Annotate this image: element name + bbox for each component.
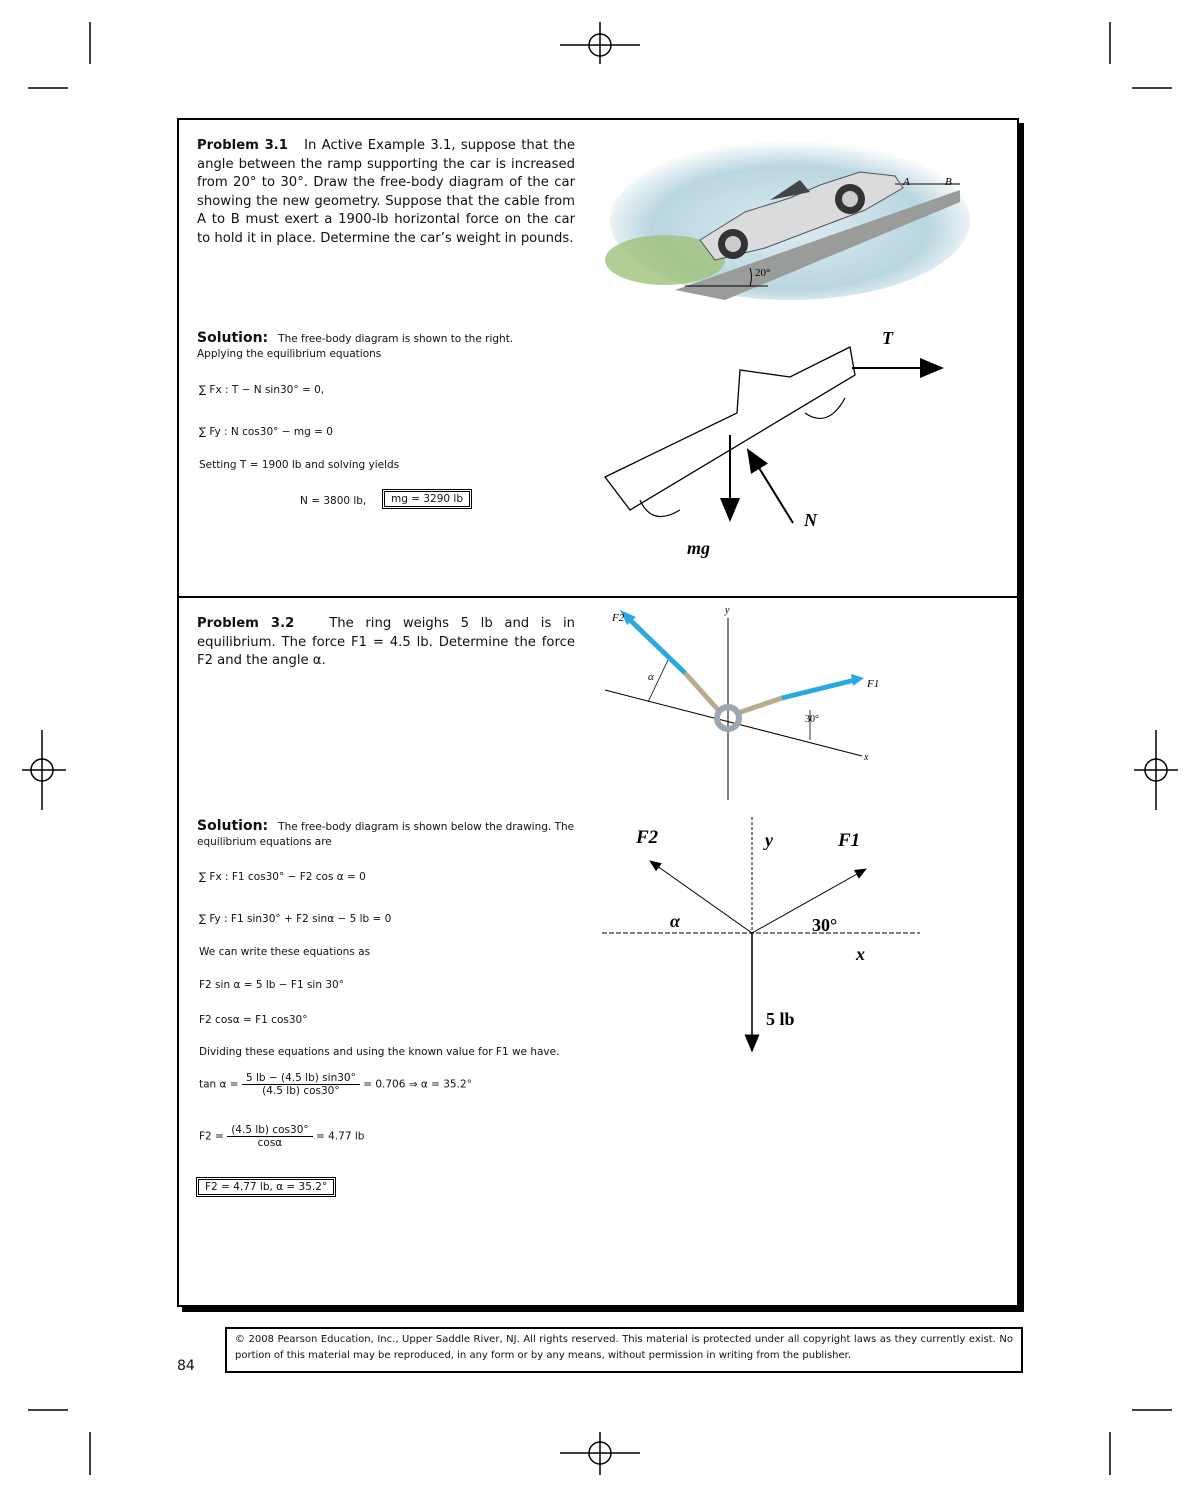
- f2-cable: [685, 673, 720, 712]
- car-on-ramp-figure: [605, 140, 985, 305]
- y-label: y: [725, 605, 730, 616]
- problem-3-1-heading: Problem 3.1: [197, 138, 288, 153]
- result-mg-box: mg = 3290 lb: [382, 489, 472, 509]
- tan-lhs: tan α =: [199, 1078, 239, 1091]
- normal-label: N: [804, 510, 817, 530]
- alpha-label: α: [648, 671, 654, 683]
- eq-3-1-fx: ∑ Fx : T − N sin30° = 0,: [199, 384, 325, 396]
- f2-fraction: [227, 1124, 312, 1149]
- tan-denominator: (4.5 lb) cos30°: [262, 1085, 340, 1097]
- f1-arrowhead: [851, 674, 864, 686]
- normal-arrow: [748, 450, 793, 523]
- ring-free-body-diagram: [600, 815, 930, 1060]
- tension-label: T: [882, 328, 893, 348]
- angle-label: 20°: [755, 267, 771, 279]
- solution-3-2-intro-2: equilibrium equations are: [197, 836, 332, 848]
- eq-3-2-sin: F2 sin α = 5 lb − F1 sin 30°: [199, 979, 344, 991]
- fbd-f1-label: F1: [838, 830, 861, 851]
- problem-3-2-heading: Problem 3.2: [197, 616, 295, 631]
- eq-3-1-fy: ∑ Fy : N cos30° − mg = 0: [199, 426, 333, 438]
- problem-3-1-text: In Active Example 3.1, suppose that the angle between the ramp supporting the car is increased from 20° to 30°. Draw the free-body diagram of the car showing the new geometry. Suppose that the cable from A to B must exert a 1900-lb horizontal force on the car to hold it in place. Determine the car’s weight in pounds.: [197, 138, 576, 246]
- copyright-notice: © 2008 Pearson Education, Inc., Upper Saddle River, NJ. All rights reserved. This material is protected under all copyright laws as they currently exist. No portion of this material may be reproduced, in any form or by any means, without permission in writing from the publisher.: [225, 1327, 1023, 1373]
- f2-rhs: = 4.77 lb: [315, 1130, 365, 1143]
- problem-3-1-statement: [197, 137, 575, 248]
- f2-equation: [199, 1124, 364, 1149]
- solution-3-2-heading: Solution:: [197, 818, 269, 834]
- rewrite-text: We can write these equations as: [199, 946, 371, 958]
- f1-arrow: [782, 680, 855, 698]
- setting-text: Setting T = 1900 lb and solving yields: [199, 459, 400, 471]
- f2-denominator: cosα: [257, 1137, 283, 1149]
- f1-label: F1: [867, 678, 880, 690]
- fbd-alpha-label: α: [670, 911, 680, 931]
- fbd-y-label: y: [765, 830, 773, 850]
- point-a-label: A: [903, 176, 910, 188]
- fbd-x-label: x: [856, 944, 865, 964]
- angle-label-30: 30°: [805, 714, 819, 725]
- tan-rhs: = 0.706 ⇒ α = 35.2°: [363, 1078, 472, 1091]
- x-axis: [605, 690, 862, 756]
- point-b-label: B: [945, 176, 952, 188]
- car-free-body-diagram: [590, 320, 970, 565]
- f2-label: F2: [612, 612, 625, 624]
- page-number: 84: [177, 1358, 195, 1374]
- problem-3-2-text: The ring weighs 5 lb and is in equilibrium. The force F1 = 4.5 lb. Determine the force F2 and the angle α.: [197, 616, 576, 668]
- fbd-weight-label: 5 lb: [766, 1009, 795, 1029]
- problem-3-1-solution: [197, 331, 577, 362]
- solution-3-2-intro-1: The free-body diagram is shown below the drawing. The: [278, 821, 575, 833]
- x-label: x: [864, 752, 869, 763]
- tan-fraction: [242, 1072, 360, 1097]
- tan-numerator: 5 lb − (4.5 lb) sin30°: [242, 1072, 360, 1085]
- f2-arrow: [627, 617, 685, 673]
- f2-lhs: F2 =: [199, 1130, 224, 1143]
- final-answer-box: F2 = 4.77 lb, α = 35.2°: [196, 1177, 336, 1197]
- rear-wheel: [640, 500, 680, 517]
- fbd-f2-label: F2: [636, 827, 659, 848]
- problem-3-2-statement: [197, 615, 575, 671]
- eq-3-2-cos: F2 cosα = F1 cos30°: [199, 1014, 308, 1026]
- eq-3-2-fx: ∑ Fx : F1 cos30° − F2 cos α = 0: [199, 871, 366, 883]
- f1-cable: [738, 698, 782, 713]
- fbd-f1-arrow: [752, 869, 866, 933]
- solution-3-1-heading: Solution:: [197, 330, 269, 346]
- weight-label: mg: [687, 538, 711, 558]
- tan-equation: [199, 1072, 472, 1097]
- ring-figure: [600, 600, 900, 805]
- solution-3-1-intro-2: Applying the equilibrium equations: [197, 348, 382, 360]
- fbd-angle-label: 30°: [812, 915, 838, 935]
- result-n: N = 3800 lb,: [300, 495, 367, 507]
- eq-3-2-fy: ∑ Fy : F1 sin30° + F2 sinα − 5 lb = 0: [199, 913, 392, 925]
- problem-divider: [177, 596, 1017, 598]
- dividing-text: Dividing these equations and using the known value for F1 we have.: [199, 1046, 560, 1058]
- problem-3-2-solution: [197, 819, 587, 850]
- solution-3-1-intro-1: The free-body diagram is shown to the right.: [278, 333, 514, 345]
- fbd-f2-arrow: [650, 861, 752, 933]
- f2-numerator: (4.5 lb) cos30°: [227, 1124, 312, 1137]
